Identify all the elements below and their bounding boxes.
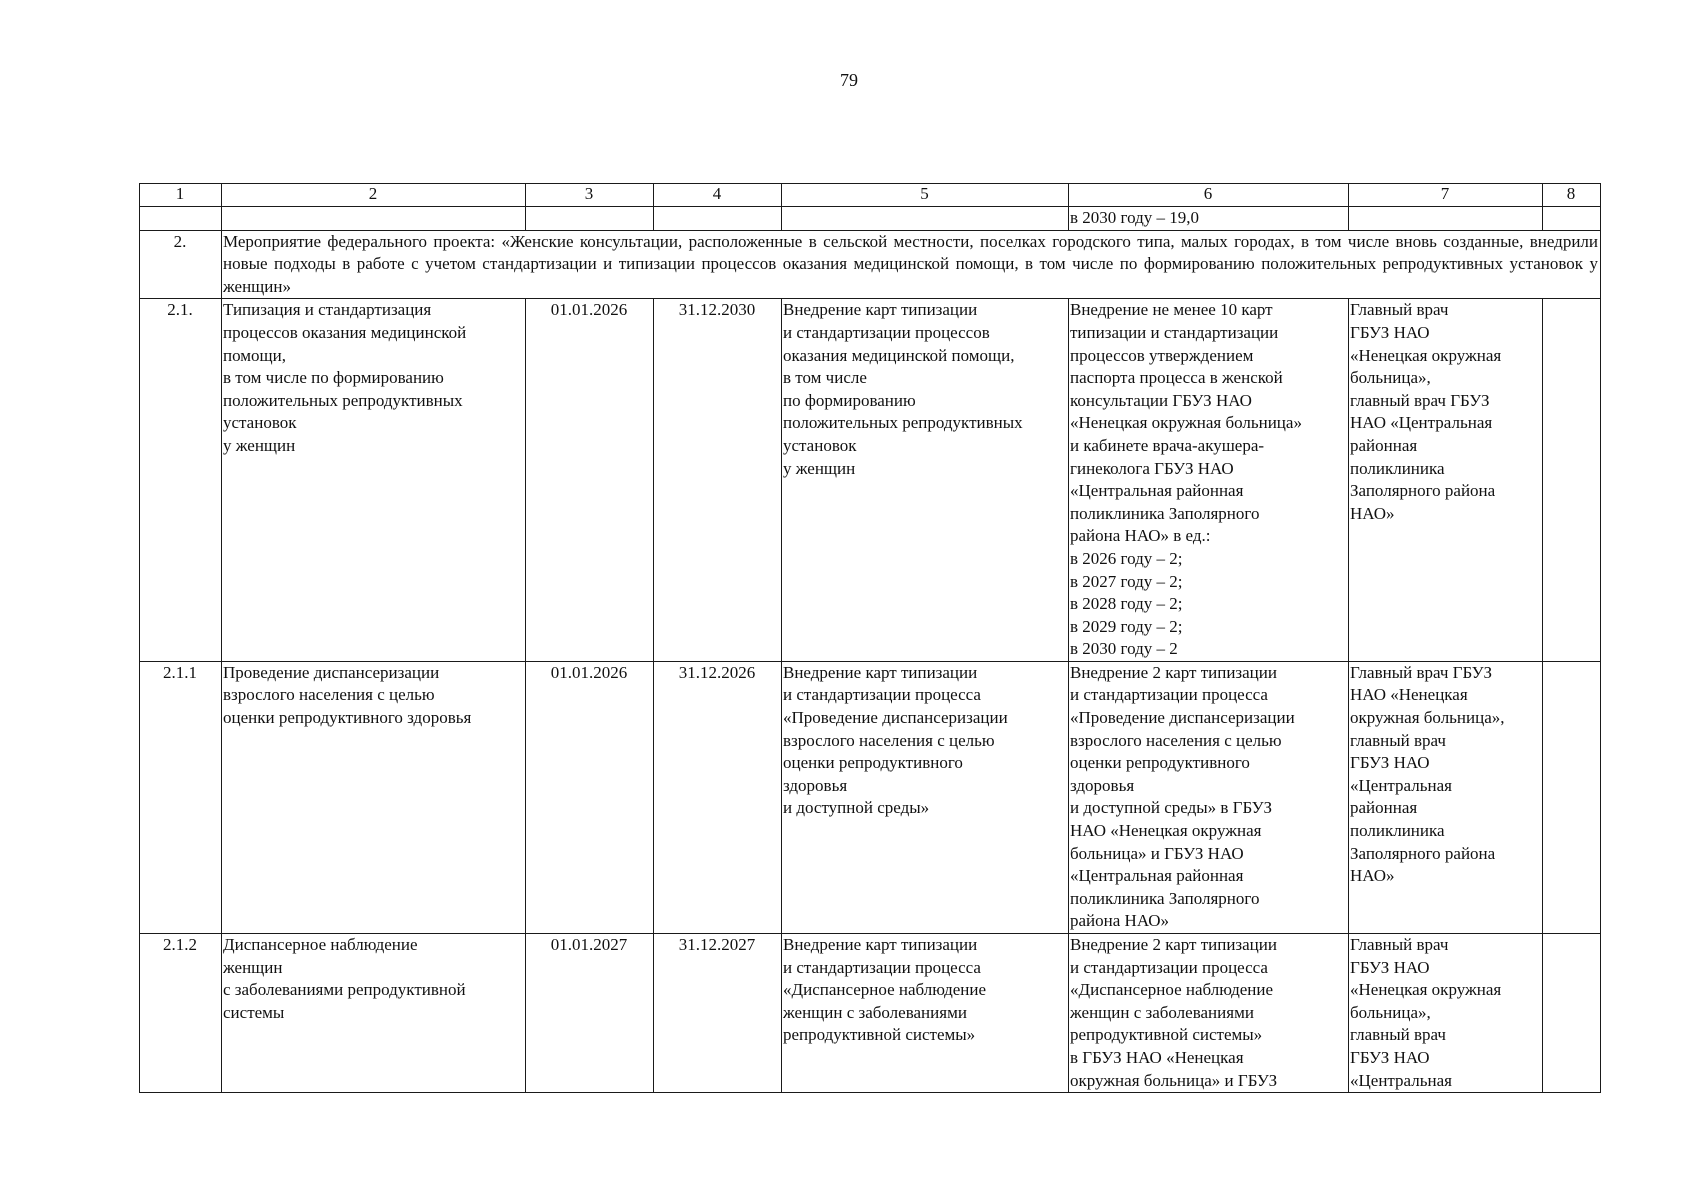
indicator: Внедрение 2 карт типизации и стандартизации процесса «Проведение диспансеризации взрослого населения с целью оценки репродуктивного здоровья и доступной среды» в ГБУЗ НАО «Ненецкая окружная больница» и ГБУЗ НАО «Центральная районная поликлиника Заполярного района НАО» <box>1069 661 1349 933</box>
plan-table <box>139 183 1601 1093</box>
table-cell <box>1543 207 1601 231</box>
column-header: 3 <box>526 184 654 207</box>
table-cell <box>1543 934 1601 1093</box>
start-date: 01.01.2026 <box>526 299 654 662</box>
row-number: 2.1.1 <box>140 661 222 933</box>
row-number: 2.1. <box>140 299 222 662</box>
indicator: Внедрение 2 карт типизации и стандартизации процесса «Диспансерное наблюдение женщин с заболеваниями репродуктивной системы» в ГБУЗ НАО «Ненецкая окружная больница» и ГБУЗ <box>1069 934 1349 1093</box>
responsible-person: Главный врач ГБУЗ НАО «Ненецкая окружная больница», главный врач ГБУЗ НАО «Центральная районная поликлиника Заполярного района НАО» <box>1349 299 1543 662</box>
measure-name: Типизация и стандартизация процессов оказания медицинской помощи, в том числе по формированию положительных репродуктивных установок у женщин <box>222 299 526 662</box>
table-cell <box>222 207 526 231</box>
row-number: 2.1.2 <box>140 934 222 1093</box>
column-header: 7 <box>1349 184 1543 207</box>
column-header: 6 <box>1069 184 1349 207</box>
column-header: 2 <box>222 184 526 207</box>
section-number: 2. <box>140 230 222 299</box>
measure-name: Диспансерное наблюдение женщин с заболеваниями репродуктивной системы <box>222 934 526 1093</box>
table-cell <box>1543 661 1601 933</box>
start-date: 01.01.2026 <box>526 661 654 933</box>
start-date: 01.01.2027 <box>526 934 654 1093</box>
indicator: Внедрение не менее 10 карт типизации и стандартизации процессов утверждением паспорта процесса в женской консультации ГБУЗ НАО «Ненецкая окружная больница» и кабинете врача-акушера- гинеколога ГБУЗ НАО «Центральная районная поликлиника Заполярного района НАО» в ед.: в 2026 году – 2; в 2027 году – 2; в 2028 году – 2; в 2029 году – 2; в 2030 году – 2 <box>1069 299 1349 662</box>
responsible-person: Главный врач ГБУЗ НАО «Ненецкая окружная больница», главный врач ГБУЗ НАО «Центральная <box>1349 934 1543 1093</box>
table-cell <box>526 207 654 231</box>
section-title: Мероприятие федерального проекта: «Женские консультации, расположенные в сельской местности, поселках городского типа, малых городах, в том числе вновь созданные, внедрили новые подходы в работе с учетом стандартизации и типизации процессов оказания медицинской помощи, в том числе по формированию положительных репродуктивных установок у женщин» <box>222 230 1601 299</box>
table-row <box>140 934 1601 1093</box>
column-header-row <box>140 184 1601 207</box>
end-date: 31.12.2027 <box>654 934 782 1093</box>
expected-result: Внедрение карт типизации и стандартизации процесса «Проведение диспансеризации взрослого населения с целью оценки репродуктивного здоровья и доступной среды» <box>782 661 1069 933</box>
table-row <box>140 661 1601 933</box>
expected-result: Внедрение карт типизации и стандартизации процессов оказания медицинской помощи, в том числе по формированию положительных репродуктивных установок у женщин <box>782 299 1069 662</box>
table-row <box>140 299 1601 662</box>
column-header: 4 <box>654 184 782 207</box>
responsible-person: Главный врач ГБУЗ НАО «Ненецкая окружная больница», главный врач ГБУЗ НАО «Центральная районная поликлиника Заполярного района НАО» <box>1349 661 1543 933</box>
carry-over-value: в 2030 году – 19,0 <box>1069 207 1349 231</box>
section-row <box>140 230 1601 299</box>
expected-result: Внедрение карт типизации и стандартизации процесса «Диспансерное наблюдение женщин с заболеваниями репродуктивной системы» <box>782 934 1069 1093</box>
table-cell <box>1349 207 1543 231</box>
table-cell <box>782 207 1069 231</box>
column-header: 1 <box>140 184 222 207</box>
table-cell <box>1543 299 1601 662</box>
end-date: 31.12.2026 <box>654 661 782 933</box>
page-number: 79 <box>840 70 858 90</box>
end-date: 31.12.2030 <box>654 299 782 662</box>
table-cell <box>654 207 782 231</box>
table-cell <box>140 207 222 231</box>
measure-name: Проведение диспансеризации взрослого населения с целью оценки репродуктивного здоровья <box>222 661 526 933</box>
column-header: 5 <box>782 184 1069 207</box>
column-header: 8 <box>1543 184 1601 207</box>
carry-over-row <box>140 207 1601 231</box>
